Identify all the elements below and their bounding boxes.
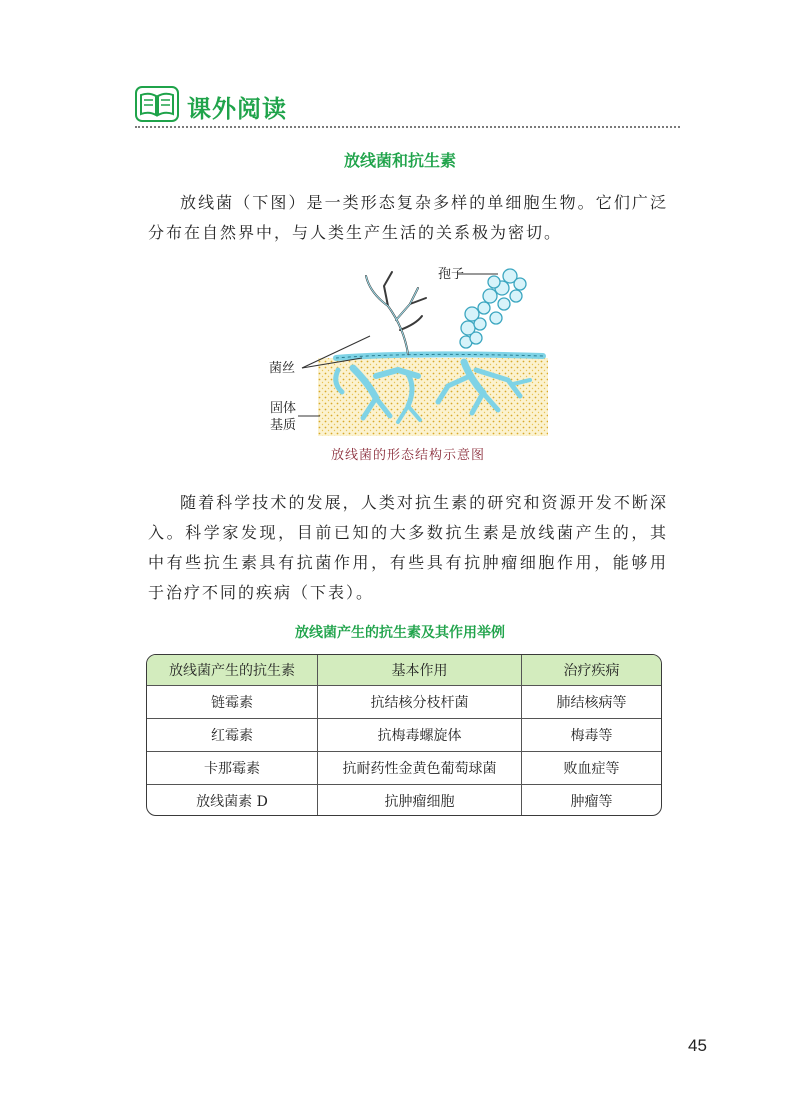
spore-label: 孢子 — [438, 267, 465, 282]
actinomycete-figure — [258, 258, 558, 463]
aerial-hyphae-fill — [366, 276, 418, 354]
column-header: 基本作用 — [318, 655, 522, 686]
solid-matrix-label: 固体基质 — [269, 401, 296, 433]
table-cell: 抗耐药性金黄色葡萄球菌 — [318, 752, 522, 785]
table-row — [147, 752, 661, 785]
aerial-hyphae — [366, 272, 426, 354]
table-cell: 放线菌素 D — [147, 785, 318, 817]
page-number: 45 — [688, 1036, 707, 1055]
section-title: 课外阅读 — [187, 95, 287, 123]
body-paragraph: 随着科学技术的发展，人类对抗生素的研究和资源开发不断深入。科学家发现，目前已知的大多数抗生素是放线菌产生的，其中有些抗生素具有抗菌作用，有些具有抗肿瘤细胞作用，能够用于治疗不同的疾病（下表）。 — [148, 493, 668, 602]
actinomycete-diagram — [258, 258, 558, 443]
article-title: 放线菌和抗生素 — [343, 151, 456, 170]
table-cell: 抗肿瘤细胞 — [318, 785, 522, 817]
antibiotics-table — [146, 654, 662, 816]
section-header — [135, 86, 680, 128]
table-cell: 肺结核病等 — [522, 686, 662, 719]
table-cell: 链霉素 — [147, 686, 318, 719]
header-divider — [135, 126, 680, 128]
table-cell: 梅毒等 — [522, 719, 662, 752]
table-cell: 卡那霉素 — [147, 752, 318, 785]
open-book-icon — [135, 86, 179, 122]
intro-paragraph: 放线菌（下图）是一类形态复杂多样的单细胞生物。它们广泛分布在自然界中，与人类生产生活的关系极为密切。 — [148, 193, 668, 242]
column-header: 放线菌产生的抗生素 — [147, 655, 318, 686]
table-cell: 败血症等 — [522, 752, 662, 785]
table-cell: 抗梅毒螺旋体 — [318, 719, 522, 752]
table-row — [147, 785, 661, 817]
table-title: 放线菌产生的抗生素及其作用举例 — [295, 625, 505, 641]
figure-caption: 放线菌的形态结构示意图 — [330, 448, 485, 463]
table-cell: 红霉素 — [147, 719, 318, 752]
table-header-row — [147, 655, 661, 686]
spore-chain — [460, 269, 526, 348]
table-row — [147, 686, 661, 719]
table-cell: 肿瘤等 — [570, 794, 613, 810]
table-row — [147, 719, 661, 752]
column-header: 治疗疾病 — [522, 655, 662, 686]
hyphae-label: 菌丝 — [269, 361, 296, 376]
table-cell: 抗结核分枝杆菌 — [318, 686, 522, 719]
